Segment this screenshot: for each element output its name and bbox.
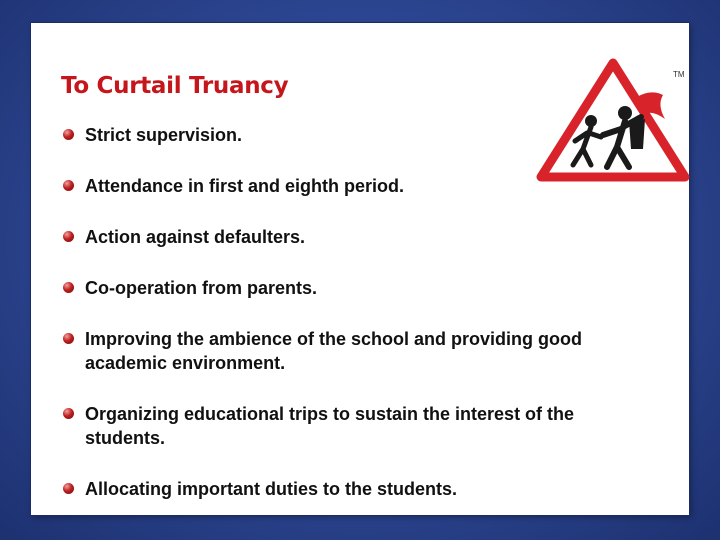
bullet-text: Allocating important duties to the students.	[85, 479, 458, 499]
bullet-text: Organizing educational trips to sustain the interest of the students.	[85, 404, 575, 448]
red-sphere-bullet-icon	[63, 333, 74, 344]
red-sphere-bullet-icon	[63, 180, 74, 191]
bullet-text: Improving the ambience of the school and providing good academic environment.	[85, 329, 583, 373]
red-sphere-bullet-icon	[63, 483, 74, 494]
bullet-text: Strict supervision.	[85, 125, 243, 145]
red-sphere-bullet-icon	[63, 408, 74, 419]
bullet-text: Co-operation from parents.	[85, 278, 318, 298]
school-crossing-sign-icon	[533, 49, 693, 189]
bullet-text: Action against defaulters.	[85, 227, 306, 247]
slide-title: To Curtail Truancy	[61, 73, 289, 99]
bullet-text: Attendance in first and eighth period.	[85, 176, 405, 196]
red-sphere-bullet-icon	[63, 129, 74, 140]
logo-trademark: TM	[673, 70, 685, 79]
red-sphere-bullet-icon	[63, 231, 74, 242]
red-sphere-bullet-icon	[63, 282, 74, 293]
slide-panel	[31, 23, 689, 515]
